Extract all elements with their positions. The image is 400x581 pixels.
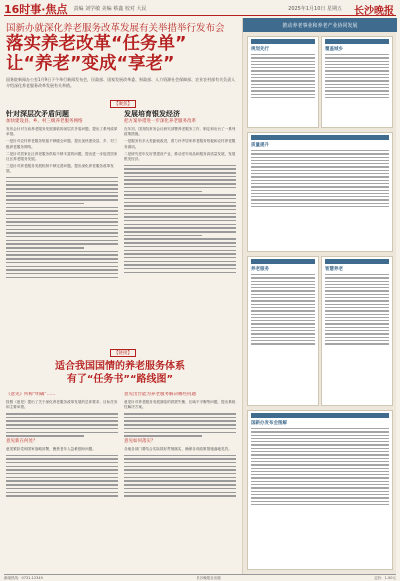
- column-subhead: 意见新在何处？: [6, 438, 38, 444]
- page-footer: [4, 574, 396, 580]
- paragraph: 在年初，国务院常务会议研究部署养老服务工作，制定和出台了一系列政策措施。: [124, 127, 236, 137]
- column-heading: 针对深层次矛盾问题: [6, 110, 69, 118]
- footer-price: 定价：1.00元: [374, 576, 396, 580]
- footer-publisher: 长沙晚报社出版: [196, 576, 221, 580]
- paragraph: 按照《意见》提出了关于深化养老服务改革发展的总体要求、目标任务和主要举措。: [6, 400, 118, 410]
- column-dek: 加快建设县、乡、村三级养老服务网络: [6, 119, 83, 124]
- column-subhead: 意见如何落实？: [124, 438, 156, 444]
- column-subhead: 意见出台能为养老服务解决哪些问题: [124, 392, 196, 397]
- paragraph: 意见紧扣党和国家战略部署，聚焦老年人急难愁盼问题。: [6, 446, 96, 451]
- article-kicker: 国新办就深化养老服务改革发展有关举措举行发布会: [6, 23, 225, 34]
- section-tag-link: 【链接】: [110, 349, 136, 357]
- article-column-2: [124, 110, 236, 346]
- paragraph: 各地各部门要结合实际抓好贯彻落实，确保各项政策措施落地见效。: [124, 446, 232, 451]
- info-block: [247, 410, 393, 570]
- title-line-2: 让“养老”变成“享老”: [6, 54, 175, 74]
- paragraph: 发布会针对当前养老服务发展面临的深层次矛盾问题，提出了系列改革举措。: [6, 127, 118, 137]
- editor-credits: 责编 刘学敏 美编 蔡鑫 校对 大民: [73, 6, 147, 12]
- info-block: [247, 256, 319, 406]
- info-caption: 质量提升: [251, 143, 269, 148]
- column-heading: 发展培育银发经济: [124, 110, 180, 118]
- infographic-header: 推动养老事业和养老产业协同发展: [243, 18, 397, 32]
- info-block: [247, 132, 393, 252]
- paragraph: 二是研究老年友好型建设产业，推动老年用品和服务高质量发展，发展银发经济。: [124, 151, 236, 162]
- column-subhead: 《意见》所称“明确”……: [6, 392, 56, 397]
- paragraph: 一是针对农村养老服务短板不够健全问题，提出加快建设县、乡、村三级养老服务网络。: [6, 139, 118, 149]
- paragraph: 一是服务有多大差距就改进，着力补齐居家养老服务短板和农村养老服务弱项。: [124, 139, 236, 149]
- info-caption: 国新办发布会图解: [251, 421, 287, 426]
- issue-date: 2025年1月10日 星期五: [288, 6, 342, 12]
- paragraph: 意见针对养老服务发展面临的供需失衡、区域不平衡等问题，提出系统性解决方案。: [124, 400, 236, 410]
- sub-headline-line-2: 有了“任务书”“路线图”: [66, 374, 174, 385]
- paper-logo: 长沙晚报: [354, 6, 394, 17]
- info-caption: 规划先行: [251, 47, 269, 52]
- article-column-4: [124, 392, 236, 570]
- info-caption: 覆盖城乡: [325, 47, 343, 52]
- info-block: [321, 36, 393, 128]
- info-block: [247, 36, 319, 128]
- sub-headline: [20, 360, 220, 386]
- article-intro: 国务院新闻办公室1月9日下午举行新闻发布会，民政部、国家发展改革委、财政部、人力资源社会保障部、农业农村部有关负责人介绍深化养老服务改革发展有关举措。: [6, 77, 236, 88]
- infographic-sidebar: [242, 18, 396, 574]
- page-title: [6, 34, 236, 74]
- info-caption: 养老服务: [251, 267, 269, 272]
- footer-hotline: 新闻热线：0731-12345: [4, 576, 43, 580]
- sub-headline-line-1: 适合我国国情的养老服务体系: [55, 361, 185, 372]
- section-tag-focus: 【聚焦】: [110, 100, 136, 108]
- title-line-1: 落实养老改革“任务单”: [6, 34, 187, 54]
- paragraph: 三是针对养老服务发展机制不够完善问题，提出深化养老服务改革发展。: [6, 163, 114, 174]
- paragraph: 二是针对居家社区养老服务供给不够丰富的问题，提出进一步促进居家社区养老服务发展。: [6, 151, 118, 162]
- page-label: 16时事·焦点: [4, 2, 68, 16]
- article-column-1: [6, 110, 118, 346]
- column-dek: 把方案举措进一步深化养老服务改革: [124, 119, 196, 124]
- info-caption: 智慧养老: [325, 267, 343, 272]
- info-block: [321, 256, 393, 406]
- article-column-3: [6, 392, 118, 570]
- masthead: [4, 2, 396, 16]
